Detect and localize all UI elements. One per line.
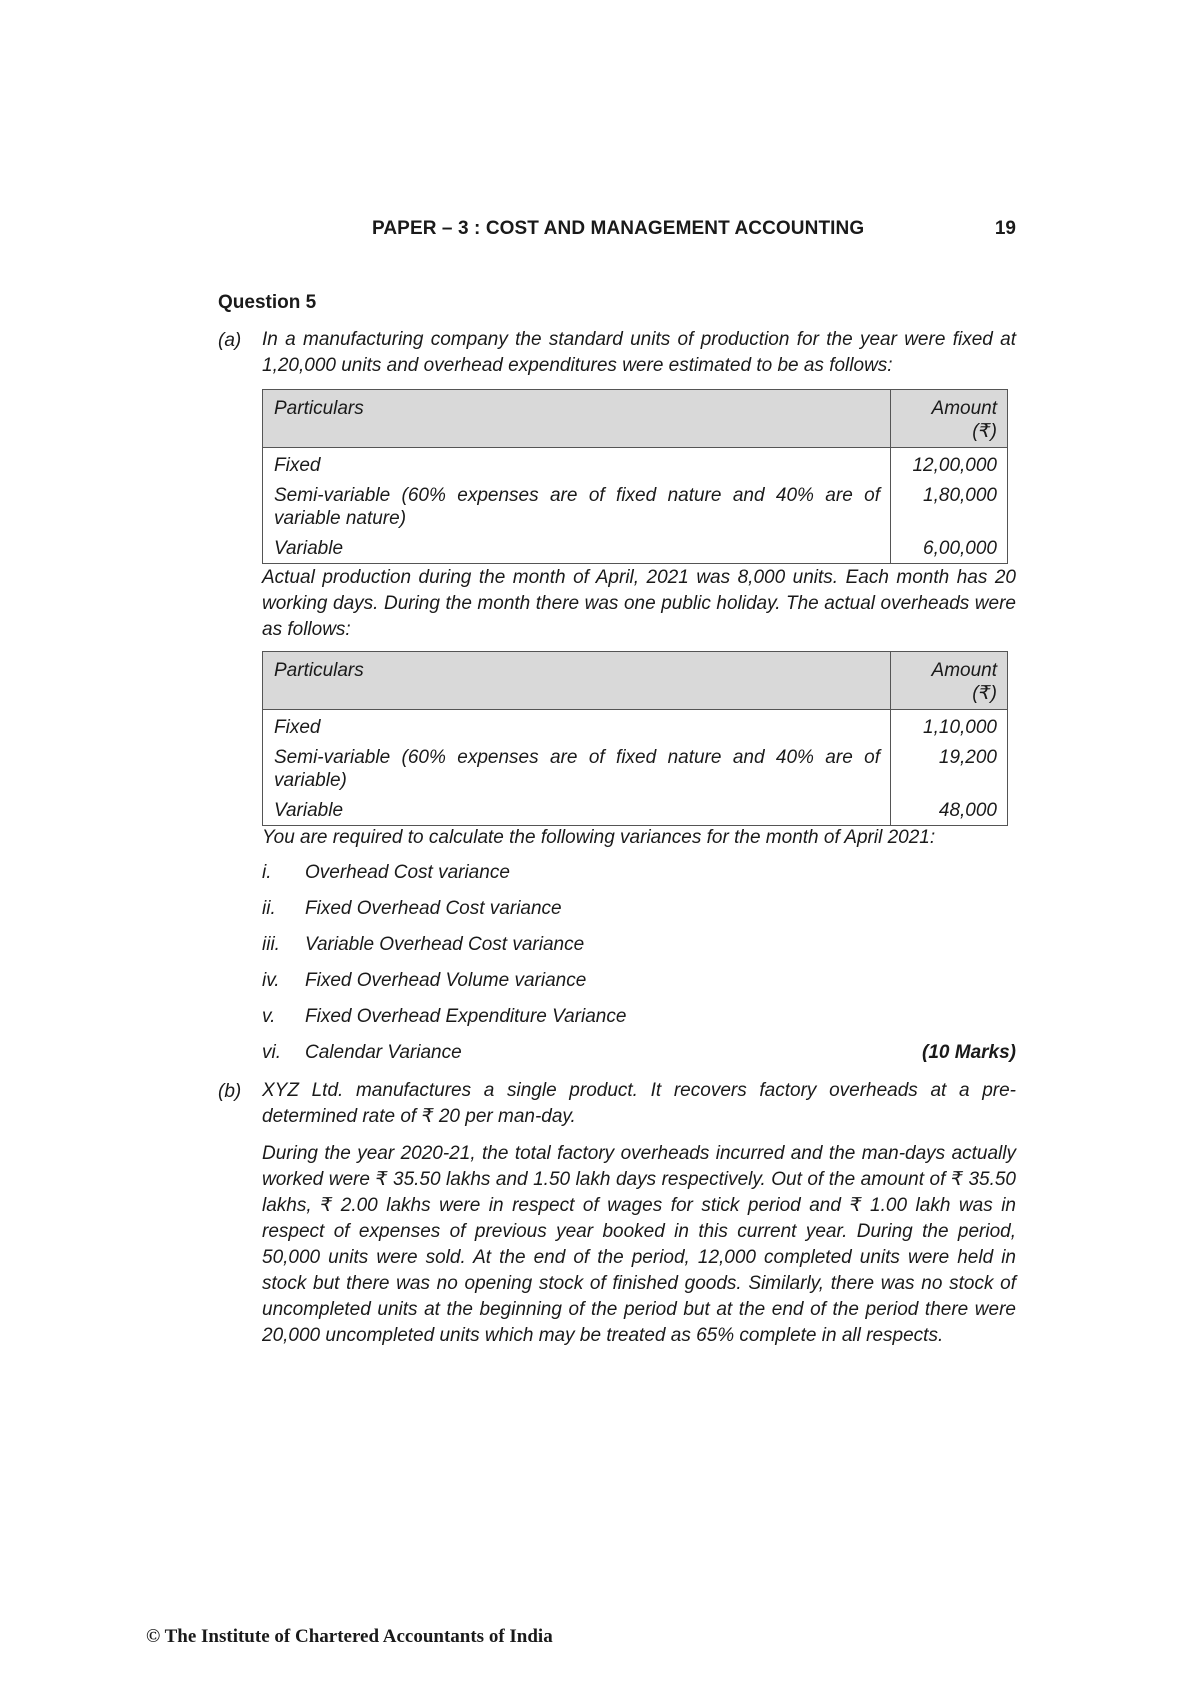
- list-text: Overhead Cost variance: [305, 862, 510, 883]
- list-numeral: iii.: [262, 934, 280, 955]
- row-amount: 12,00,000: [891, 448, 1008, 481]
- list-text: Fixed Overhead Expenditure Variance: [305, 1006, 627, 1027]
- list-item: [262, 1042, 1016, 1068]
- row-particular: Semi-variable (60% expenses are of fixed nature and 40% are of variable nature): [263, 480, 891, 533]
- table-row: [263, 710, 1008, 743]
- header-particulars: Particulars: [263, 390, 891, 448]
- list-numeral: v.: [262, 1006, 276, 1027]
- row-amount: 1,80,000: [891, 480, 1008, 533]
- row-particular: Variable: [263, 795, 891, 826]
- row-particular: Variable: [263, 533, 891, 564]
- list-numeral: ii.: [262, 898, 276, 919]
- copyright-footer: © The Institute of Chartered Accountants of India: [146, 1626, 553, 1647]
- list-numeral: iv.: [262, 970, 280, 991]
- table-header-row: [263, 390, 1008, 448]
- page-header: [218, 218, 1016, 244]
- list-text: Variable Overhead Cost variance: [305, 934, 585, 955]
- table-header-row: [263, 652, 1008, 710]
- part-b-body: During the year 2020-21, the total factory overheads incurred and the man-days actually worked were ₹ 35.50 lakhs and 1.50 lakh days respectively. Out of the amount of ₹ 35.50 lakhs, ₹ 2.00 lakhs were in respect of wages for stick period and ₹ 1.00 lakh was in respect of expenses of previous year booked in this current year. During the period, 50,000 units were sold. At the end of the period, 12,000 completed units were held in stock but there was no opening stock of finished goods. Similarly, there was no stock of uncompleted units at the beginning of the period but at the end of the period there were 20,000 uncompleted units which may be treated as 65% complete in all respects.: [262, 1143, 1016, 1346]
- part-a-label: (a): [218, 330, 242, 351]
- row-amount: 48,000: [891, 795, 1008, 826]
- header-amount: Amount (₹): [891, 390, 1008, 448]
- table-row: [263, 480, 1008, 533]
- paper-title: PAPER – 3 : COST AND MANAGEMENT ACCOUNTING: [372, 218, 865, 239]
- question-title: Question 5: [218, 292, 317, 313]
- list-item: [262, 862, 1016, 888]
- table-row: [263, 742, 1008, 795]
- table-row: [263, 448, 1008, 481]
- row-particular: Semi-variable (60% expenses are of fixed nature and 40% are of variable): [263, 742, 891, 795]
- row-particular: Fixed: [263, 710, 891, 743]
- list-numeral: vi.: [262, 1042, 281, 1063]
- list-text: Fixed Overhead Cost variance: [305, 898, 562, 919]
- actual-production-text: Actual production during the month of April, 2021 was 8,000 units. Each month has 20 working days. During the month there was one public holiday. The actual overheads were as follows:: [262, 567, 1016, 640]
- list-item: [262, 1006, 1016, 1032]
- table-row: [263, 533, 1008, 564]
- actual-overheads-table: [262, 651, 1008, 826]
- list-item: [262, 970, 1016, 996]
- list-numeral: i.: [262, 862, 272, 883]
- list-text: Fixed Overhead Volume variance: [305, 970, 587, 991]
- header-particulars: Particulars: [263, 652, 891, 710]
- part-a-intro: In a manufacturing company the standard units of production for the year were fixed at 1,20,000 units and overhead expenditures were estimated to be as follows:: [262, 329, 1016, 376]
- required-text: You are required to calculate the following variances for the month of April 2021:: [262, 827, 936, 848]
- row-amount: 19,200: [891, 742, 1008, 795]
- marks-label: (10 Marks): [922, 1042, 1016, 1063]
- list-item: [262, 934, 1016, 960]
- part-b-intro: XYZ Ltd. manufactures a single product. It recovers factory overheads at a pre-determined rate of ₹ 20 per man-day.: [262, 1080, 1016, 1127]
- list-text: Calendar Variance: [305, 1042, 462, 1063]
- budget-overheads-table: [262, 389, 1008, 564]
- page-number: 19: [994, 218, 1016, 239]
- row-particular: Fixed: [263, 448, 891, 481]
- row-amount: 6,00,000: [891, 533, 1008, 564]
- part-b-label: (b): [218, 1081, 242, 1102]
- header-amount: Amount (₹): [891, 652, 1008, 710]
- list-item: [262, 898, 1016, 924]
- row-amount: 1,10,000: [891, 710, 1008, 743]
- table-row: [263, 795, 1008, 826]
